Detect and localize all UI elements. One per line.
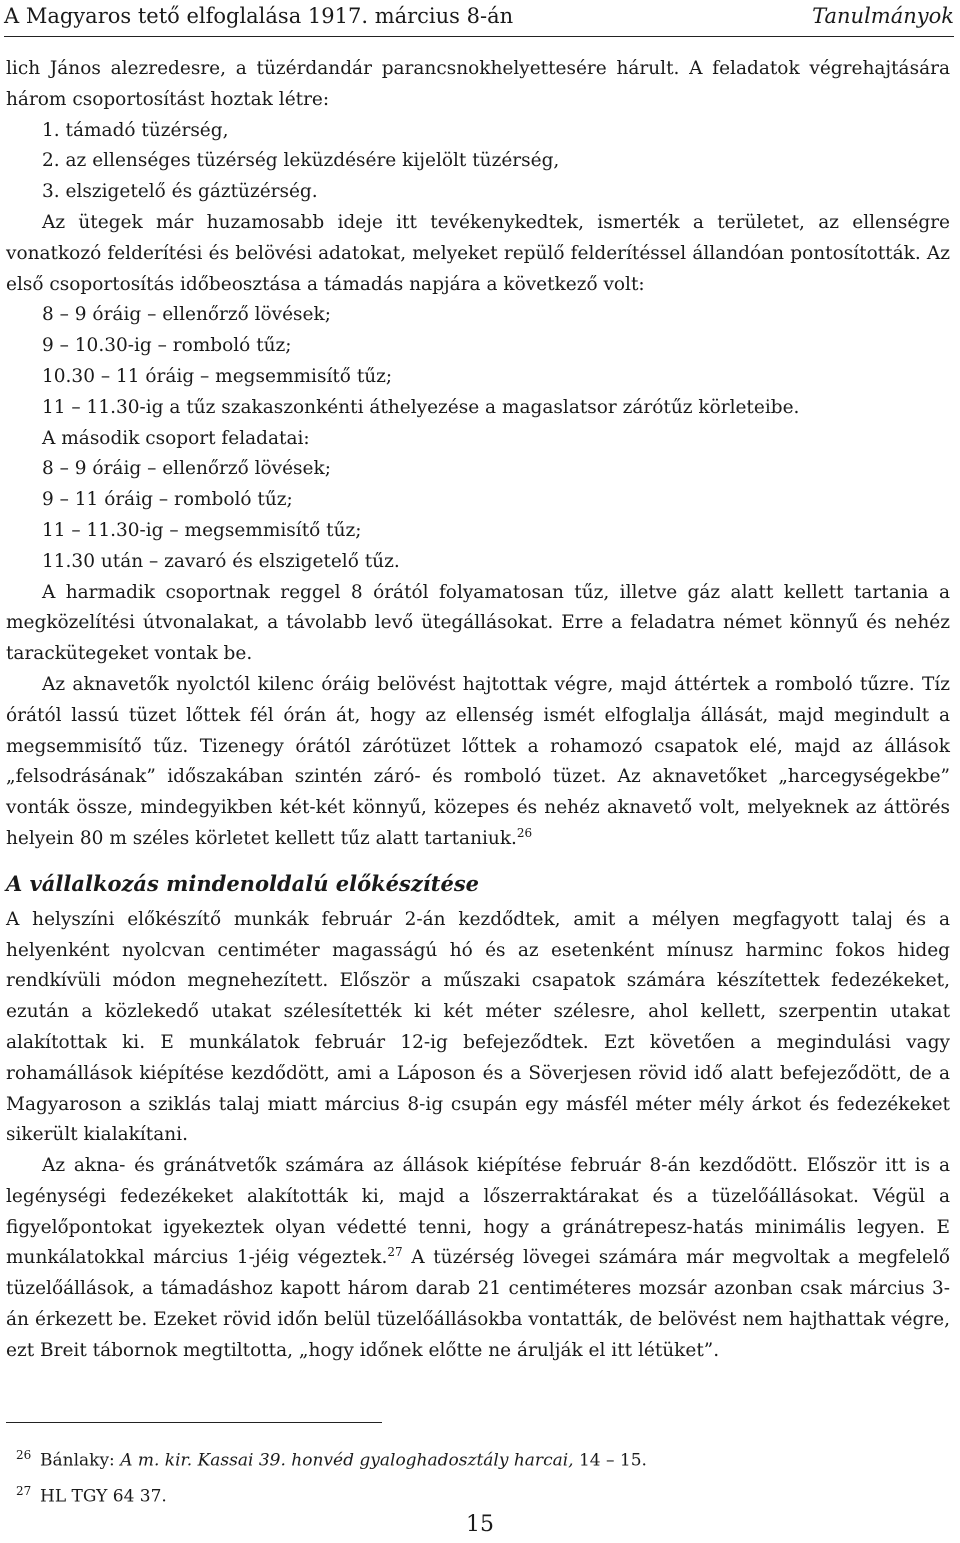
page-number: 15 (466, 1512, 494, 1537)
schedule-item: 11 – 11.30-ig – megsemmisítő tűz; (42, 519, 362, 541)
footnote (16, 1476, 647, 1512)
footnote-title: A m. kir. Kassai 39. honvéd gyaloghadosztály harcai, (120, 1450, 574, 1471)
footnote-divider (6, 1422, 382, 1423)
footnote-text: HL TGY 64 37. (40, 1486, 167, 1507)
header-section: Tanulmányok (812, 4, 954, 28)
footnote (16, 1440, 647, 1476)
footnote-number: 27 (16, 1483, 32, 1498)
main-text (6, 54, 950, 1367)
footnote-text: Bánlaky: (40, 1450, 121, 1471)
paragraph-text: A tüzérség lövegei számára már megvoltak a megfelelő tüzelőállások, a támadáshoz kapott három darab 21 centiméteres mozsár azonban csak március 3-án érkezett be. Ezeket rövid időn belül tüzelőállásokba vontatták, de belövést nem hajthattak végre, ezt Breit tábornok megtiltotta, „hogy időnek előtte ne árulják el itt létüket”. (6, 1247, 950, 1361)
footnote-ref[interactable]: 26 (516, 825, 533, 840)
schedule-item: 8 – 9 óráig – ellenőrző lövések; (42, 458, 331, 480)
paragraph: Az ütegek már huzamosabb ideje itt tevékenykedtek, ismerték a területet, az ellenségre vonatkozó felderítési és belövési adatokat, melyeket repülő felderítéssel állandóan pontosították. Az első csoportosítás időbeosztása a támadás napjára a következő volt: (6, 211, 950, 295)
footnote-ref[interactable]: 27 (387, 1245, 403, 1260)
paragraph: A helyszíni előkészítő munkák február 2-án kezdődtek, amit a mélyen megfagyott talaj és a helyenként nyolcvan centiméter magasságú hó és az esetenként mínusz harminc fokos hideg rendkívüli módon megnehezített. Először a műszaki csapatok számára készítettek fedezékeket, ezután a közlekedő utakat szélesítették ki két méter szélesre, ahol kellett, szerpentin utakat alakítottak ki. E munkálatok február 12-ig befejeződtek. Ezt követően a megindulási vagy rohamállások kiépítése kezdődött, ami a Láposon és a Söverjesen rövid idő alatt befejeződött, de a Magyaroson a sziklás talaj miatt március 8-ig csupán egy másfél méter mély árkot és fedezékeket sikerült kialakítani. (6, 908, 950, 1146)
paragraph: lich János alezredesre, a tüzérdandár parancsnokhelyettesére hárult. A feladatok végrehajtására három csoportosítást hoztak létre: (6, 58, 950, 110)
running-header (4, 0, 954, 37)
paragraph (6, 670, 950, 855)
schedule-item: 8 – 9 óráig – ellenőrző lövések; (42, 304, 331, 326)
paragraph (6, 1151, 950, 1367)
footnote-number: 26 (16, 1448, 32, 1462)
paragraph: A harmadik csoportnak reggel 8 órától folyamatosan tűz, illetve gáz alatt kellett tartania a megközelítési útvonalakat, a távolabb levő ütegállásokat. Erre a feladatra német könnyű és nehéz tarackütegeket vontak be. (6, 581, 950, 665)
schedule-item: 9 – 10.30-ig – romboló tűz; (42, 335, 292, 357)
list-item: 2. az ellenséges tüzérség leküzdésére kijelölt tüzérség, (42, 150, 560, 172)
section-heading: A vállalkozás mindenoldalú előkészítése (6, 870, 480, 896)
list-item: 1. támadó tüzérség, (42, 119, 229, 141)
footnote-pages: 14 – 15. (573, 1450, 647, 1471)
paragraph-text: Az aknavetők nyolctól kilenc óráig belövést hajtottak végre, majd áttértek a romboló tűzre. Tíz órától lassú tüzet lőttek fél órán át, hogy az ellenség ismét elfoglalja állását, majd megindult a megsemmisítő tűz. Tizenegy órától zárótüzet lőttek a rohamozó csapatok elé, majd az állások „felsodrásának” időszakában szintén záró- és romboló tüzet. Az aknavetőket „harcegységekbe” vonták össze, mindegyikben két-két könnyű, közepes és nehéz aknavető volt, melyeknek az áttörés helyein 80 m széles körletet kellett tűz alatt tartaniuk. (6, 673, 950, 849)
list-item: 3. elszigetelő és gáztüzérség. (42, 181, 318, 203)
schedule-item: 11.30 után – zavaró és elszigetelő tűz. (42, 550, 400, 572)
schedule-item: 11 – 11.30-ig a tűz szakaszonkénti áthelyezése a magaslatsor zárótűz körleteibe. (42, 396, 800, 418)
header-title: A Magyaros tető elfoglalása 1917. március 8-án (4, 4, 514, 28)
schedule-item: 10.30 – 11 óráig – megsemmisítő tűz; (42, 365, 393, 387)
paragraph-text: Az akna- és gránátvetők számára az állások kiépítése február 8-án kezdődött. Először itt is a legénységi fedezékeket alakították ki, majd a lőszerraktárakat és a tüzelőállásokat. Végül a figyelőpontokat igyekeztek olyan védetté tenni, hogy a gránátrepesz-hatás minimális legyen. E munkálatokkal március 1-jéig végeztek. (6, 1155, 950, 1269)
schedule-item: 9 – 11 óráig – romboló tűz; (42, 489, 293, 511)
paragraph: A második csoport feladatai: (42, 427, 310, 449)
footnotes (16, 1440, 647, 1511)
